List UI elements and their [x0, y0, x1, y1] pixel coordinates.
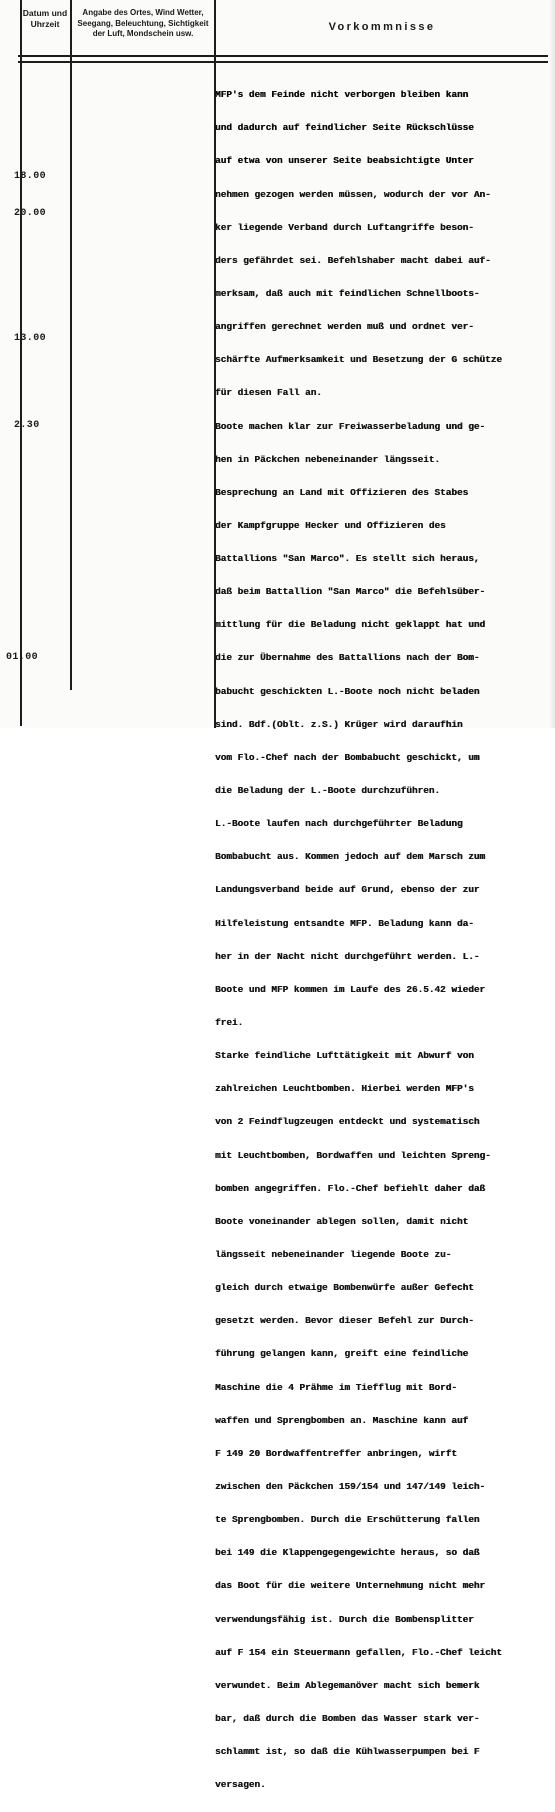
text-line: verwendungsfähig ist. Durch die Bombensplitter	[215, 1613, 474, 1625]
text-line: MFP's dem Feinde nicht verborgen bleiben kann	[215, 89, 469, 101]
text-line: bar, daß durch die Bomben das Wasser stark ver-	[215, 1712, 480, 1724]
text-line: bei 149 die Klappengegengewichte heraus, so daß	[215, 1547, 480, 1559]
text-line: hen in Päckchen nebeneinander längsseit.	[215, 453, 441, 465]
text-line: Battallions "San Marco". Es stellt sich heraus,	[215, 553, 480, 565]
text-line: Boote machen klar zur Freiwasserbeladung und ge-	[215, 420, 486, 432]
text-line: Boote voneinander ablegen sollen, damit nicht	[215, 1215, 469, 1227]
text-line: auf etwa von unserer Seite beabsichtigte Unter	[215, 155, 474, 167]
text-line: Bombabucht aus. Kommen jedoch auf dem Marsch zum	[215, 851, 486, 863]
text-line: sind. Bdf.(Oblt. z.S.) Krüger wird daraufhin	[215, 718, 463, 730]
text-line: frei.	[215, 1017, 244, 1029]
text-line: die zur Übernahme des Battallions nach der Bom-	[215, 652, 480, 664]
time-entry-1800: 18.00	[14, 171, 47, 182]
text-line: Besprechung an Land mit Offizieren des Stabes	[215, 486, 469, 498]
time-entry-2000: 20.00	[14, 208, 47, 219]
text-line: her in der Nacht nicht durchgeführt werden. L.-	[215, 950, 480, 962]
text-line: der Kampfgruppe Hecker und Offizieren des	[215, 519, 446, 531]
time-entry-1300: 13.00	[14, 333, 47, 344]
text-line: von 2 Feindflugzeugen entdeckt und systematisch	[215, 1116, 480, 1128]
time-entry-0230: 2.30	[14, 420, 40, 431]
text-line: waffen und Sprengbomben an. Maschine kann auf	[215, 1414, 469, 1426]
text-line: versagen.	[215, 1779, 266, 1791]
text-line: schlammt ist, so daß die Kühlwasserpumpen bei F	[215, 1746, 480, 1758]
place-column-header: Angabe des Ortes, Wind Wetter, Seegang, Beleuchtung, Sichtigkeit der Luft, Mondschein usw.	[77, 8, 209, 38]
text-line: führung gelangen kann, greift eine feindliche	[215, 1348, 469, 1360]
text-line: vom Flo.-Chef nach der Bombabucht geschickt, um	[215, 751, 480, 763]
text-line: und dadurch auf feindlicher Seite Rückschlüsse	[215, 122, 474, 134]
header-divider-top	[18, 55, 548, 57]
date-column-header: Datum und Uhrzeit	[22, 8, 68, 29]
text-line: ker liegende Verband durch Luftangriffe beson-	[215, 221, 474, 233]
text-line: Boote und MFP kommen im Laufe des 26.5.42 wieder	[215, 983, 486, 995]
text-line: schärfte Aufmerksamkeit und Besetzung der G schütze	[215, 354, 502, 366]
text-line: babucht geschickten L.-Boote noch nicht beladen	[215, 685, 480, 697]
text-line: ders gefährdet sei. Befehlshaber macht dabei auf-	[215, 254, 491, 266]
text-line: die Beladung der L.-Boote durchzuführen.	[215, 785, 441, 797]
text-line: auf F 154 ein Steuermann gefallen, Flo.-Chef leicht	[215, 1646, 502, 1658]
events-column-header: Vorkommnisse	[328, 21, 436, 33]
time-entry-0100: 01.00	[6, 652, 39, 663]
text-line: L.-Boote laufen nach durchgeführter Beladung	[215, 818, 463, 830]
text-line: Landungsverband beide auf Grund, ebenso der zur	[215, 884, 480, 896]
events-text-block	[215, 67, 549, 1812]
text-line: längsseit nebeneinander liegende Boote zu-	[215, 1249, 452, 1261]
text-line: nehmen gezogen werden müssen, wodurch der vor An-	[215, 188, 491, 200]
text-line: F 149 20 Bordwaffentreffer anbringen, wirft	[215, 1447, 457, 1459]
text-line: zahlreichen Leuchtbomben. Hierbei werden MFP's	[215, 1083, 474, 1095]
text-line: Hilfeleistung entsandte MFP. Beladung kann da-	[215, 917, 474, 929]
text-line: Starke feindliche Lufttätigkeit mit Abwurf von	[215, 1050, 474, 1062]
text-line: mit Leuchtbomben, Bordwaffen und leichten Spreng-	[215, 1149, 491, 1161]
page-edge-shadow	[549, 0, 555, 728]
text-line: verwundet. Beim Ablegemanöver macht sich bemerk	[215, 1679, 480, 1691]
text-line: bomben angegriffen. Flo.-Chef befiehlt daher daß	[215, 1182, 486, 1194]
text-line: gleich durch etwaige Bombenwürfe außer Gefecht	[215, 1282, 474, 1294]
text-line: Maschine die 4 Prähme im Tiefflug mit Bord-	[215, 1381, 457, 1393]
text-line: mittlung für die Beladung nicht geklappt hat und	[215, 619, 486, 631]
text-line: für diesen Fall an.	[215, 387, 322, 399]
left-border-rule	[20, 0, 22, 726]
text-line: merksam, daß auch mit feindlichen Schnellboots-	[215, 287, 480, 299]
text-line: gesetzt werden. Bevor dieser Befehl zur Durch-	[215, 1315, 474, 1327]
text-line: das Boot für die weitere Unternehmung nicht mehr	[215, 1580, 486, 1592]
text-line: daß beim Battallion "San Marco" die Befehlsüber-	[215, 586, 486, 598]
text-line: zwischen den Päckchen 159/154 und 147/149 leich-	[215, 1481, 486, 1492]
date-column-rule	[70, 0, 72, 690]
header-divider-bottom	[18, 61, 548, 63]
text-line: angriffen gerechnet werden muß und ordnet ver-	[215, 321, 474, 333]
text-line: te Sprengbomben. Durch die Erschütterung fallen	[215, 1514, 480, 1526]
